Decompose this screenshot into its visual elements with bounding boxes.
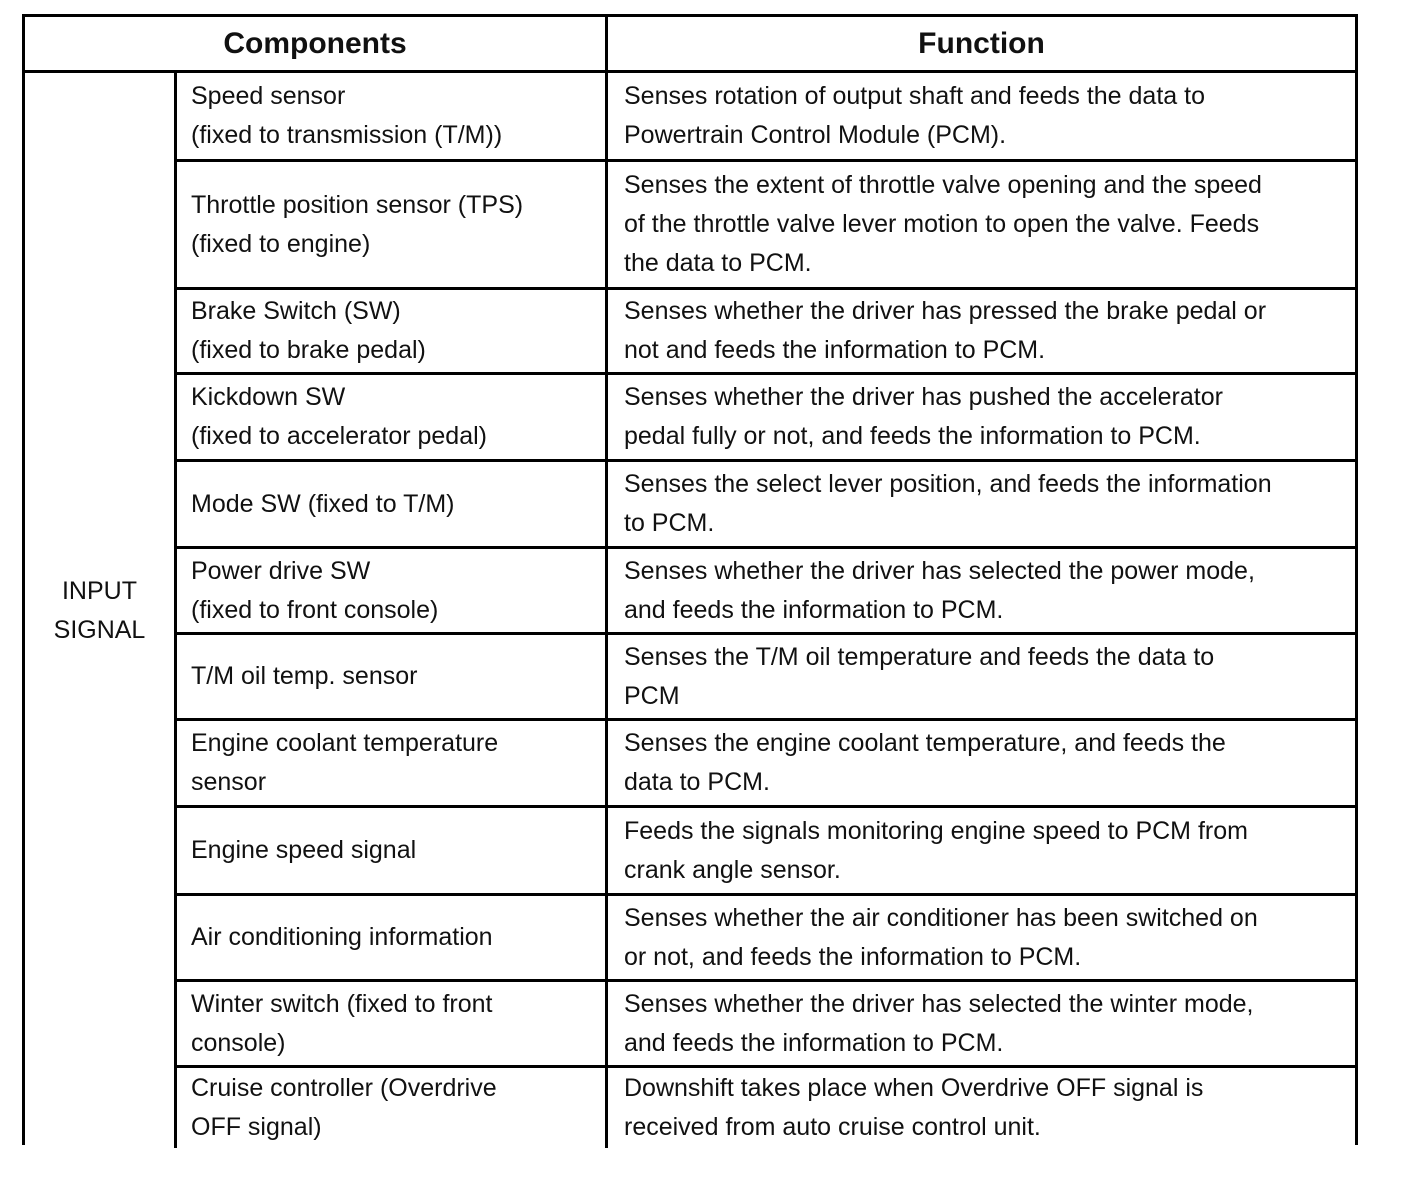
table-row: [177, 808, 1355, 896]
component-cell: T/M oil temp. sensor: [177, 635, 608, 718]
table-row: [177, 290, 1355, 375]
components-function-table: [22, 14, 1358, 1145]
function-cell: Senses whether the air conditioner has been switched on or not, and feeds the information to PCM.: [624, 903, 1258, 971]
function-cell: Downshift takes place when Overdrive OFF signal is received from auto cruise control unit.: [624, 1074, 1204, 1141]
component-cell: Kickdown SW (fixed to accelerator pedal): [177, 375, 608, 459]
function-cell: Senses the T/M oil temperature and feeds the data to PCM: [624, 642, 1215, 710]
table-row: [177, 635, 1355, 721]
table-row: [177, 982, 1355, 1068]
table-row: [177, 896, 1355, 982]
function-cell: Feeds the signals monitoring engine speed to PCM from crank angle sensor.: [624, 816, 1248, 884]
component-cell: Mode SW (fixed to T/M): [177, 462, 608, 546]
function-header: Function: [918, 26, 1045, 60]
table-row: [177, 721, 1355, 808]
component-cell: Cruise controller (Overdrive OFF signal): [177, 1068, 608, 1148]
components-header: Components: [25, 17, 608, 70]
function-cell: Senses whether the driver has pushed the accelerator pedal fully or not, and feeds the information to PCM.: [624, 383, 1223, 450]
table-row: [177, 375, 1355, 462]
input-signal-group-label: [25, 73, 177, 1148]
group-label-text: INPUT SIGNAL: [53, 576, 146, 644]
component-cell: Engine speed signal: [177, 808, 608, 893]
component-cell: Speed sensor (fixed to transmission (T/M)): [177, 73, 608, 159]
table-row: [177, 1068, 1355, 1148]
component-cell: Throttle position sensor (TPS) (fixed to engine): [177, 162, 608, 287]
function-cell: Senses whether the driver has pressed the brake pedal or not and feeds the information to PCM.: [624, 297, 1267, 364]
table-row: [177, 549, 1355, 635]
function-cell: Senses rotation of output shaft and feeds the data to Powertrain Control Module (PCM).: [624, 82, 1205, 149]
table-body: [177, 73, 1355, 1148]
function-cell: Senses whether the driver has selected the power mode, and feeds the information to PCM.: [624, 556, 1255, 624]
component-cell: Air conditioning information: [177, 896, 608, 979]
table-row: [177, 73, 1355, 162]
component-cell: Engine coolant temperature sensor: [177, 721, 608, 805]
function-cell: Senses whether the driver has selected the winter mode, and feeds the information to PCM.: [624, 989, 1254, 1057]
function-cell: Senses the engine coolant temperature, and feeds the data to PCM.: [624, 729, 1226, 796]
table-row: [177, 162, 1355, 290]
table-row: [177, 462, 1355, 549]
table-header: [25, 17, 1355, 73]
component-cell: Winter switch (fixed to front console): [177, 982, 608, 1065]
component-cell: Brake Switch (SW) (fixed to brake pedal): [177, 290, 608, 372]
function-cell: Senses the select lever position, and feeds the information to PCM.: [624, 470, 1272, 537]
function-cell: Senses the extent of throttle valve opening and the speed of the throttle valve lever motion to open the valve. Feeds the data to PCM.: [624, 171, 1262, 277]
component-cell: Power drive SW (fixed to front console): [177, 549, 608, 632]
